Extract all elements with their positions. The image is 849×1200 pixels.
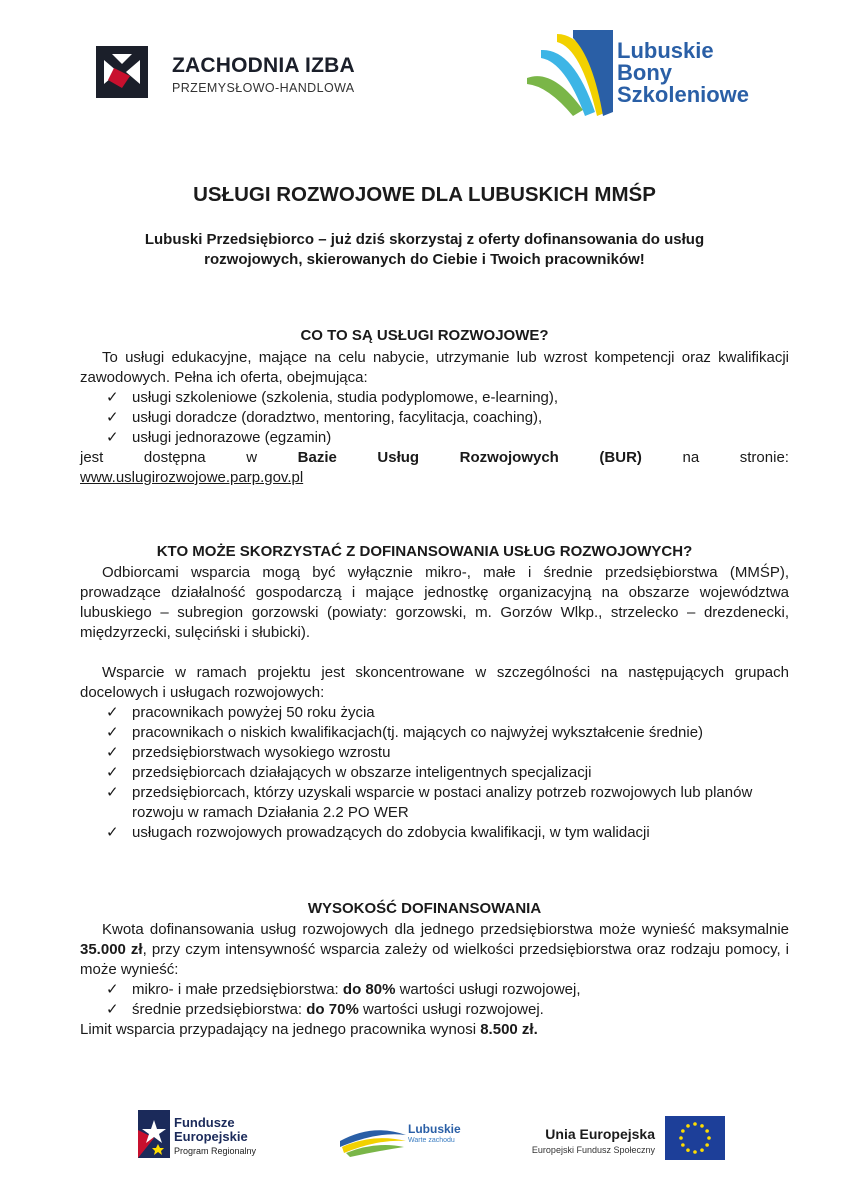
max-amount: 35.000 zł (80, 941, 143, 958)
lubuskie-warte-zachodu-logo (338, 1115, 468, 1160)
section3-body (80, 920, 789, 1040)
fundusze-europejskie-text: Fundusze Europejskie Program Regionalny (174, 1115, 257, 1156)
lubuskie-wave-icon (338, 1121, 408, 1157)
list-item: ✓ usługach rozwojowych prowadzących do zdobycia kwalifikacji, w tym walidacji (106, 824, 650, 841)
check-icon: ✓ (106, 824, 119, 841)
check-icon: ✓ (106, 744, 119, 761)
zachodnia-izba-logo (96, 46, 396, 106)
check-icon: ✓ (106, 1001, 119, 1018)
eu-star-icon (705, 1143, 709, 1147)
bur-website-link[interactable]: www.uslugirozwojowe.parp.gov.pl (80, 469, 304, 486)
eu-flag-icon (665, 1116, 725, 1160)
section2-list (80, 703, 789, 843)
lbs-line-2: Bony (617, 60, 672, 85)
check-icon: ✓ (106, 704, 119, 721)
availability-line: jest dostępna w Bazie Usług Rozwojowych (BUR) na stronie: (80, 449, 789, 466)
check-icon: ✓ (106, 764, 119, 781)
list-item: ✓ mikro- i małe przedsiębiorstwa: do 80% wartości usługi rozwojowej, (106, 981, 581, 998)
page-subtitle: Lubuski Przedsiębiorco – już dziś skorzystaj z oferty dofinansowania do usług rozwojowych, skierowanych do Ciebie i Twoich pracowników! (144, 231, 705, 268)
lubuskie-warte-zachodu-text: Lubuskie Warte zachodu (408, 1122, 461, 1144)
check-icon: ✓ (106, 784, 119, 801)
section2-para1: Odbiorcami wsparcia mogą być wyłącznie mikro-, małe i średnie przedsiębiorstwa (MMŚP), prowadzące działalność gospodarczą i mające jednostkę organizacyjną na obszarze województwa lubuskiego – subregion gorzowski (powiaty: gorzowski, m. Gorzów Wlkp., strzelecko – drezdenecki, międzyrzecki, sulęciński i słubicki). (80, 564, 789, 641)
check-icon: ✓ (106, 981, 119, 998)
list-item: ✓ średnie przedsiębiorstwa: do 70% wartości usługi rozwojowej. (106, 1001, 544, 1018)
section1-list (80, 388, 789, 448)
zip-subtitle: PRZEMYSŁOWO-HANDLOWA (172, 81, 355, 95)
eu-star-icon (700, 1148, 704, 1152)
list-item: ✓ przedsiębiorcach, którzy uzyskali wsparcie w postaci analizy potrzeb rozwojowych lub planów rozwoju w ramach Działania 2.2 PO WER (106, 784, 753, 821)
check-icon: ✓ (106, 724, 119, 741)
section2-body (80, 563, 789, 843)
section2-para2: Wsparcie w ramach projektu jest skoncentrowane w szczególności na następujących grupach docelowych i usługach rozwojowych: (80, 664, 789, 701)
lbs-line-1: Lubuskie (617, 38, 714, 63)
check-icon: ✓ (106, 429, 119, 446)
section1-intro: To usługi edukacyjne, mające na celu nabycie, utrzymanie lub wzrost kompetencji oraz kwalifikacji zawodowych. Pełna ich oferta, obejmująca: (80, 349, 789, 386)
eu-star-icon (705, 1129, 709, 1133)
list-item: ✓ przedsiębiorcach działających w obszarze inteligentnych specjalizacji (106, 764, 592, 781)
eu-star-icon (693, 1150, 697, 1154)
eu-star-icon (707, 1136, 711, 1140)
section2-heading: KTO MOŻE SKORZYSTAĆ Z DOFINANSOWANIA USŁUG ROZWOJOWYCH? (156, 543, 693, 560)
lubuskie-bony-logo (523, 28, 793, 118)
eu-star-icon (681, 1129, 685, 1133)
section3-heading: WYSOKOŚĆ DOFINANSOWANIA (307, 900, 542, 917)
lbs-logo-mark-icon (523, 28, 618, 118)
zip-name: ZACHODNIA IZBA (172, 54, 355, 77)
list-item: ✓ usługi doradcze (doradztwo, mentoring, facylitacja, coaching), (106, 409, 543, 426)
eu-star-icon (693, 1122, 697, 1126)
list-item: ✓ przedsiębiorstwach wysokiego wzrostu (106, 744, 391, 761)
eu-star-icon (681, 1143, 685, 1147)
eu-star-icon (686, 1148, 690, 1152)
lbs-line-3: Szkoleniowe (617, 82, 750, 107)
eu-star-icon (686, 1124, 690, 1128)
page-title: USŁUGI ROZWOJOWE DLA LUBUSKICH MMŚP (193, 183, 656, 206)
list-item: ✓ usługi jednorazowe (egzamin) (106, 429, 332, 446)
limit-line: Limit wsparcia przypadający na jednego pracownika wynosi 8.500 zł. (80, 1021, 538, 1038)
list-item: ✓ usługi szkoleniowe (szkolenia, studia podyplomowe, e-learning), (106, 389, 559, 406)
lbs-logo-text (617, 40, 749, 106)
fundusze-europejskie-logo (138, 1110, 278, 1162)
eu-star-icon (679, 1136, 683, 1140)
section1-heading: CO TO SĄ USŁUGI ROZWOJOWE? (300, 327, 549, 344)
section3-list (80, 980, 789, 1020)
list-item: ✓ pracownikach powyżej 50 roku życia (106, 704, 375, 721)
section3-intro: Kwota dofinansowania usług rozwojowych dla jednego przedsiębiorstwa może wynieść maksymalnie 35.000 zł, przy czym intensywność wsparcia zależy od wielkości przedsiębiorstwa oraz rodzaju pomocy, i może wynieść: (80, 921, 790, 978)
check-icon: ✓ (106, 409, 119, 426)
fundusze-europejskie-star-icon (138, 1110, 170, 1158)
zip-logo-mark-icon (96, 46, 148, 98)
check-icon: ✓ (106, 389, 119, 406)
eu-star-icon (700, 1124, 704, 1128)
unia-europejska-logo (520, 1116, 726, 1164)
section1-body (80, 348, 789, 488)
unia-europejska-text: Unia Europejska Europejski Fundusz Społeczny (531, 1126, 655, 1155)
list-item: ✓ pracownikach o niskich kwalifikacjach(tj. mających co najwyżej wykształcenie średnie) (106, 724, 704, 741)
